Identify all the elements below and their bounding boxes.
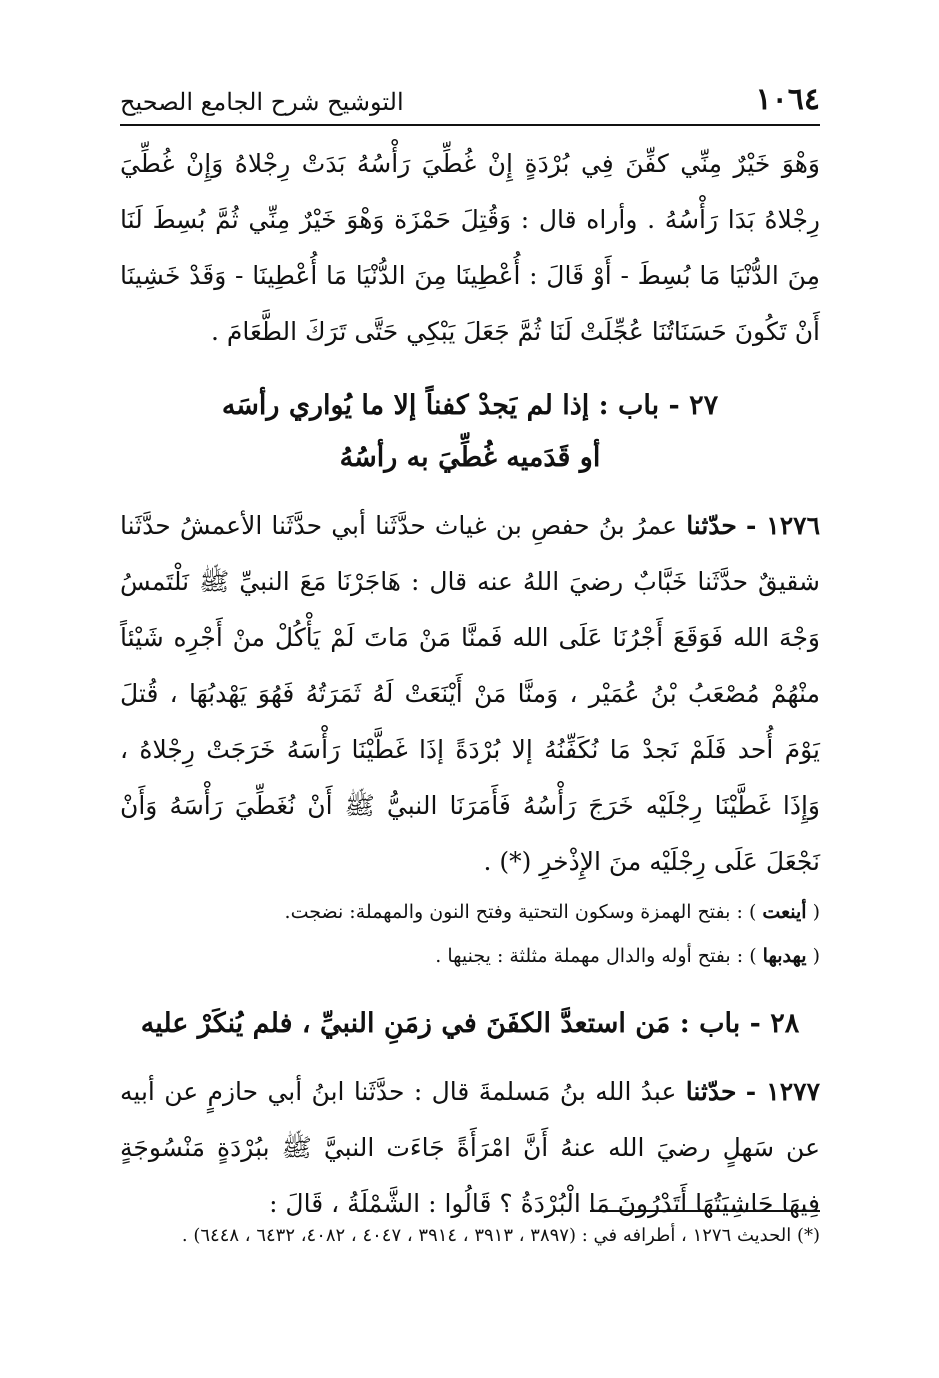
gloss-text: : بفتح الهمزة وسكون التحتية وفتح النون والمهملة: نضجت. [284, 901, 743, 923]
chapter-heading-27 [120, 380, 820, 484]
gloss-close-paren: ) [749, 945, 757, 967]
hadith-1276-text: عمرُ بنُ حفصِ بن غياث حدَّثَنا أبي حدَّثَنا الأعمشُ حدَّثَنا شقيقٌ حدَّثَنا خَبَّابٌ رضيَ اللهُ عنه قال : هَاجَرْنَا مَعَ النبيِّ ﷺ نَلْتَمسُ وَجْهَ الله فَوَقَعَ أَجْرُنَا عَلَى الله فَمنَّا مَنْ مَاتَ لَمْ يَأْكُلْ منْ أَجْرِه شَيْئاً منْهُمْ مُصْعَبُ بْنُ عُمَيْر ، وَمنَّا مَنْ أَيْنَعَتْ لَهُ ثَمَرَتُهُ فَهُوَ يَهْدبُهَا ، قُتلَ يَوْمَ أُحد فَلَمْ نَجدْ مَا نُكَفِّنُهُ إلا بُرْدَةً إذَا غَطَّيْنَا رَأْسَهُ خَرَجَتْ رِجْلاهُ ، وَإِذَا غَطَّيْنَا رِجْلَيْه خَرَجَ رَأْسُهُ فَأَمَرَنَا النبيُّ ﷺ أَنْ نُغَطِّيَ رَأْسَهُ وَأَنْ نَجْعَلَ عَلَى رِجْلَيْه منَ الإِذْخرِ (*) . [120, 511, 820, 876]
page-body [120, 136, 820, 1232]
gloss-term: يهدبها [762, 945, 807, 967]
hadith-1277 [120, 1064, 820, 1232]
gloss-note [120, 934, 820, 978]
book-page [120, 70, 820, 1360]
hadith-1277-text: عبدُ الله بنُ مَسلمةَ قال : حدَّثَنا ابنُ أبي حازمٍ عن أبيه عن سَهلٍ رضيَ الله عنهُ أَنَّ امْرَأَةً جَاءَت النبيَّ ﷺ ببُرْدَةٍ مَنْسُوجَةٍ فِيهَا حَاشِيَتُهَا أَتَدْرُونَ مَا الْبُرْدَةُ ؟ قَالُوا : الشَّمْلَةُ ، قَالَ : [120, 1077, 820, 1218]
gloss-open-paren: ( [812, 945, 820, 967]
chapter-heading-28-line1: ٢٨ - باب : مَن استعدَّ الكفَنَ في زمَنِ النبيِّ ، فلم يُنكَرْ عليه [140, 1008, 800, 1039]
hadith-1276-number: ١٢٧٦ - [746, 511, 821, 540]
hadith-1277-opening: حدّثنا [685, 1077, 737, 1106]
page-header [120, 80, 820, 124]
hadith-1276-opening: حدّثنا [686, 511, 737, 540]
chapter-heading-28 [120, 998, 820, 1050]
footnote: (*) الحديث ١٢٧٦ ، أطرافه في : (٣٨٩٧ ، ٣٩١٣ ، ٣٩١٤ ، ٤٠٤٧ ، ٤٠٨٢، ٦٤٣٢ ، ٦٤٤٨) . [181, 1225, 820, 1246]
chapter-heading-27-line2: أو قَدَميه غُطِّيَ به رأسُهُ [339, 442, 601, 473]
footnote-divider [590, 1210, 820, 1212]
hadith-1277-number: ١٢٧٧ - [745, 1077, 820, 1106]
gloss-text: : بفتح أوله والدال مهملة مثلثة : يجنيها . [435, 945, 744, 967]
book-title: التوشيح شرح الجامع الصحيح [120, 88, 404, 116]
opening-paragraph: وَهْوَ خَيْرٌ مِنِّي كفِّنَ فِي بُرْدَةٍ إِنْ غُطِّيَ رَأْسُهُ بَدَتْ رِجْلاهُ وَإِنْ غُطِّيَ رِجْلاهُ بَدَا رَأْسُهُ . وأراه قال : وَقُتِلَ حَمْزَة وَهْوَ خَيْرٌ مِنِّي ثُمَّ بُسِطَ لَنَا مِنَ الدُّنْيَا مَا بُسِطَ - أَوْ قَالَ : أُعْطِينَا مِنَ الدُّنْيَا مَا أُعْطِينَا - وَقَدْ خَشِينَا أَنْ تَكُونَ حَسَنَاتُنَا عُجِّلَتْ لَنَا ثُمَّ جَعَلَ يَبْكِي حَتَّى تَرَكَ الطَّعَامَ . [120, 149, 820, 346]
gloss-note [120, 890, 820, 934]
gloss-close-paren: ) [748, 901, 757, 923]
gloss-open-paren: ( [812, 901, 820, 923]
chapter-heading-27-line1: ٢٧ - باب : إذا لم يَجدْ كفناً إلا ما يُواري رأسَه [221, 390, 719, 421]
hadith-1276 [120, 498, 820, 890]
header-divider [120, 124, 820, 126]
gloss-term: أينعت [762, 901, 807, 923]
page-number: ١٠٦٤ [755, 82, 820, 117]
